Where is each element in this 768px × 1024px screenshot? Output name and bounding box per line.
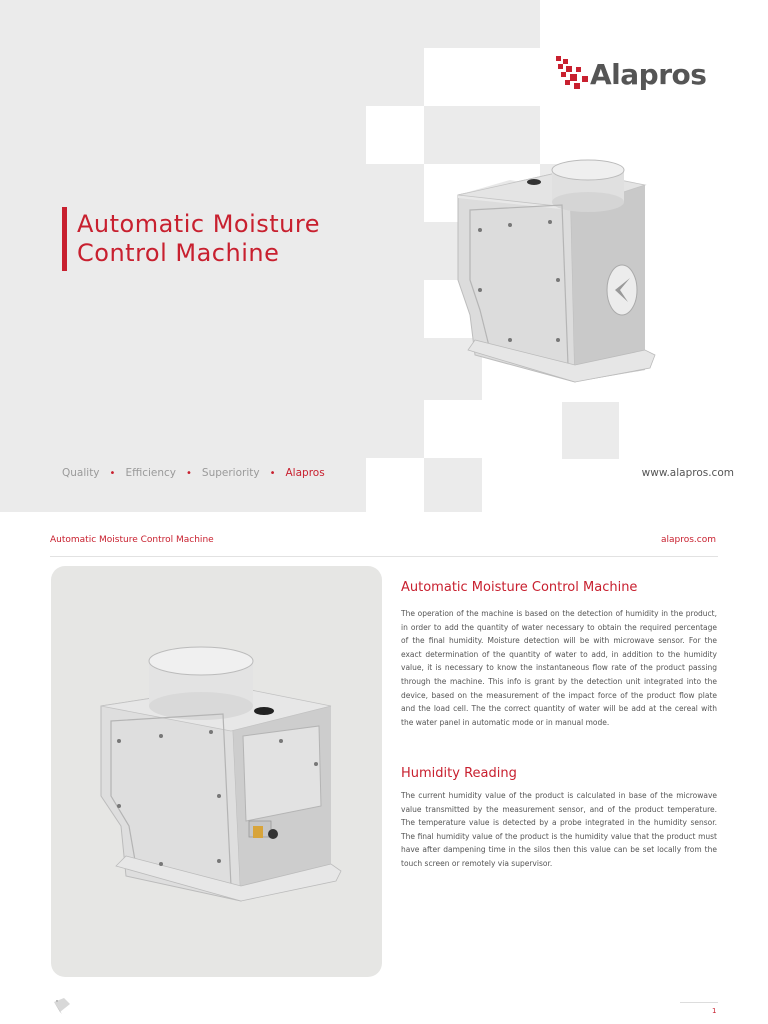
checker-square <box>366 106 424 164</box>
tagline-item: Efficiency <box>125 467 177 479</box>
logo-text: Alapros <box>590 58 707 91</box>
alapros-logo-icon <box>554 54 594 94</box>
tagline-separator: • <box>109 467 116 479</box>
tagline-separator: • <box>186 467 192 479</box>
page-header-title: Automatic Moisture Control Machine <box>50 535 214 545</box>
page-number: 1 <box>712 1007 717 1015</box>
cover-title-line1: Automatic Moisture <box>77 210 320 238</box>
header-divider <box>50 556 718 557</box>
checker-square <box>366 458 424 512</box>
section-body-machine: The operation of the machine is based on the detection of humidity in the product, in order to add the quantity of water necessary to obtain the required percentage of the final humidity. Moisture detection will be with microwave sensor. For the exact determination of the quantity of water to add, in addition to the humidity value, it is necessary to know the instantaneous flow rate of the product passing through the machine. This info is grant by the detection unit integrated into the device, based on the measurement of the impact force of the product flow plate and the load cell. The the correct quantity of water will be add at the cereal with the water panel in automatic mode or in manual mode. <box>401 609 717 727</box>
checker-square <box>424 400 482 458</box>
machine-illustration <box>81 646 361 906</box>
tagline-item: Quality <box>62 467 100 479</box>
section-title-machine: Automatic Moisture Control Machine <box>401 580 638 595</box>
checker-square <box>562 402 619 459</box>
title-accent-bar <box>62 207 67 271</box>
cover-title <box>77 210 320 268</box>
tagline-item: Superiority <box>201 467 260 479</box>
checker-square <box>482 0 540 48</box>
tagline-separator: • <box>269 467 276 479</box>
cover-title-line2: Control Machine <box>77 239 280 267</box>
machine-illustration <box>450 150 690 390</box>
footer-logo-icon <box>52 996 72 1016</box>
alapros-logo <box>554 54 739 104</box>
product-photo <box>51 566 382 977</box>
checker-square <box>424 48 482 106</box>
page-header-site[interactable]: alapros.com <box>660 535 716 545</box>
section-body-humidity: The current humidity value of the product is calculated in base of the microwave value transmitted by the measurement sensor, and of the product temperature. The temperature value is detected by a probe integrated in the humidity sensor. The final humidity value of the product is the humidity value that the product must have after dampening time in the silos then this value can be set locally from the touch screen or remotely via supervisor. <box>401 791 717 868</box>
page-number-line <box>680 1002 718 1003</box>
tagline-brand: Alapros <box>285 467 325 479</box>
website-link[interactable]: www.alapros.com <box>641 467 734 479</box>
section-title-humidity: Humidity Reading <box>401 766 517 781</box>
tagline <box>62 467 325 479</box>
